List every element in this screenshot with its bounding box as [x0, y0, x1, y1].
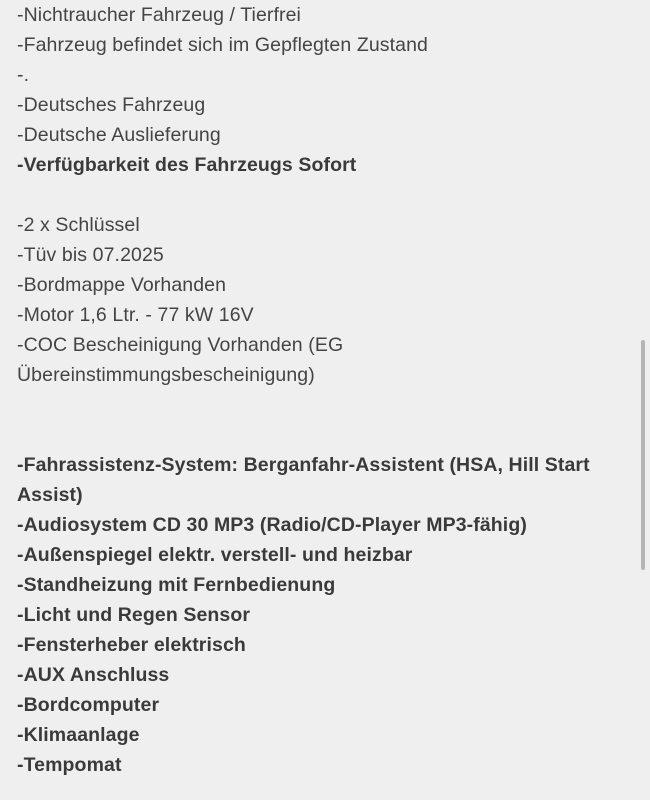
description-line: -Fahrzeug befindet sich im Gepflegten Zustand	[17, 34, 428, 56]
feature-line: -Fensterheber elektrisch	[17, 634, 246, 656]
feature-line: -Audiosystem CD 30 MP3 (Radio/CD-Player MP3-fähig)	[17, 514, 527, 536]
feature-line: -Fahrassistenz-System: Berganfahr-Assistent (HSA, Hill Start Assist)	[17, 454, 590, 506]
feature-line: -Tempomat	[17, 754, 122, 776]
description-line: -Deutsche Auslieferung	[17, 124, 221, 146]
description-line: -Motor 1,6 Ltr. - 77 kW 16V	[17, 304, 254, 326]
feature-line: -Klimaanlage	[17, 724, 140, 746]
feature-line: -Licht und Regen Sensor	[17, 604, 251, 626]
blank-line	[17, 180, 617, 210]
feature-line: -Standheizung mit Fernbedienung	[17, 574, 336, 596]
feature-line: -Bordcomputer	[17, 694, 160, 716]
vehicle-description	[17, 0, 617, 780]
scrollbar[interactable]	[641, 340, 645, 570]
description-line: -Deutsches Fahrzeug	[17, 94, 206, 116]
description-line: -2 x Schlüssel	[17, 214, 140, 236]
description-line: -Bordmappe Vorhanden	[17, 274, 227, 296]
availability-line: -Verfügbarkeit des Fahrzeugs Sofort	[17, 154, 357, 176]
feature-line: -AUX Anschluss	[17, 664, 170, 686]
blank-line	[17, 390, 617, 420]
description-line: -.	[17, 64, 30, 86]
feature-line: -Außenspiegel elektr. verstell- und heizbar	[17, 544, 413, 566]
description-line: -Tüv bis 07.2025	[17, 244, 164, 266]
description-line: -COC Bescheinigung Vorhanden (EG Übereinstimmungsbescheinigung)	[17, 334, 344, 386]
blank-line	[17, 420, 617, 450]
description-line: -Nichtraucher Fahrzeug / Tierfrei	[17, 4, 301, 26]
